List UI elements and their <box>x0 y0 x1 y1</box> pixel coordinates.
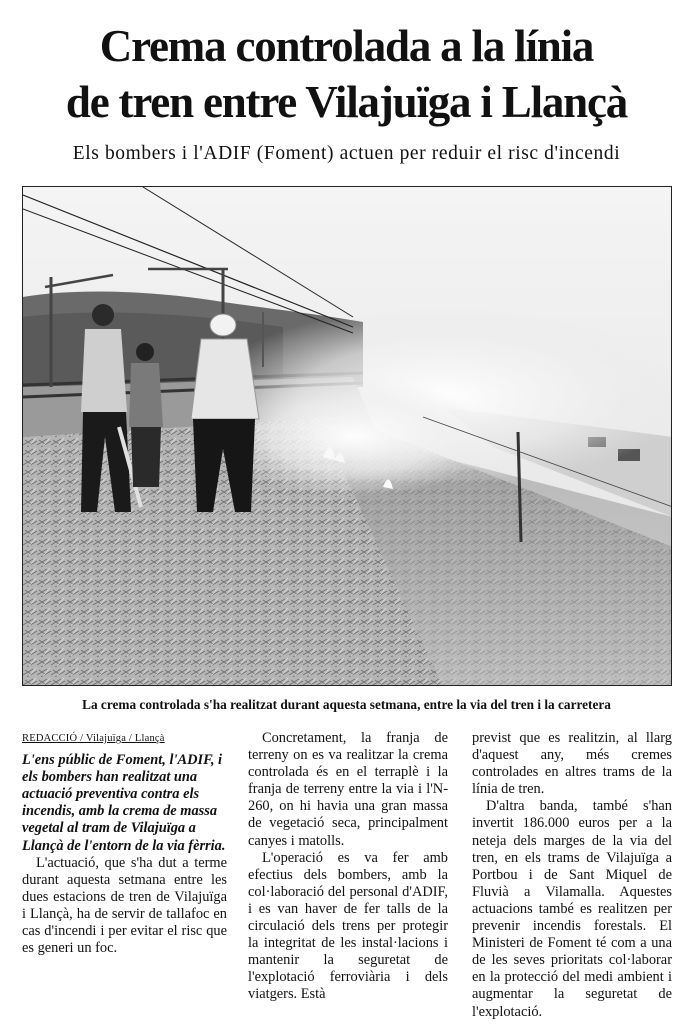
photo-caption: La crema controlada s'ha realitzat durant aquesta setmana, entre la via del tren i la carretera <box>82 697 611 712</box>
article-lead: L'ens públic de Foment, l'ADIF, i els bombers han realitzat una actuació preventiva contra els incendis, amb la crema de massa vegetal al tram de Vilajuïga a Llançà de l'entorn de la via fèrria. <box>22 752 226 854</box>
article-column-2 <box>248 730 448 1004</box>
headline-line-2: de tren entre Vilajuïga i Llançà <box>65 77 628 127</box>
byline-source: REDACCIÓ <box>22 733 78 744</box>
article-paragraph: previst que es realitzin, al llarg d'aquest any, més cremes controlades en altres trams de la línia de tren. <box>472 730 672 798</box>
byline <box>22 730 227 747</box>
headline <box>0 18 693 130</box>
article-paragraph: L'operació es va fer amb efectius dels bombers, amb la col·laboració del personal d'ADIF, i es van haver de fer talls de la circulació dels trens per protegir la integritat de les instal·lacions i mantenir la seguretat de l'explotació ferroviària i dels viatgers. Està <box>248 849 448 1003</box>
article-column-3 <box>472 730 672 1021</box>
article-paragraph: L'actuació, que s'ha dut a terme durant aquesta setmana entre les dues estacions de tren de Vilajuïga i Llançà, ha de servir de tallafoc en cas d'incendi i per evitar el risc que es generi un foc. <box>22 854 227 957</box>
article-paragraph: D'altra banda, també s'han invertit 186.000 euros per a la neteja dels marges de la via del tren, en els trams de Vilajuïga a Portbou i de Sant Miquel de Fluvià a Vilamalla. Aquestes actuacions també es realitzen per prevenir incendis forestals. El Ministeri de Foment té com a una de les seves prioritats col·laborar en la protecció del medi ambient i augmentar la seguretat de l'explotació. <box>472 798 672 1020</box>
byline-places: / Vilajuïga / Llançà <box>77 733 165 744</box>
headline-line-1: Crema controlada a la línia <box>99 21 594 71</box>
news-photo <box>22 186 672 686</box>
subheadline: Els bombers i l'ADIF (Foment) actuen per reduir el risc d'incendi <box>72 143 621 164</box>
article-column-1 <box>22 730 227 957</box>
article-paragraph: Concretament, la franja de terreny on es va realitzar la crema controlada és en el terraplè i la franja de terreny entre la via i l'N-260, on hi havia una gran massa de vegetació seca, principalment canyes i matolls. <box>248 730 448 849</box>
